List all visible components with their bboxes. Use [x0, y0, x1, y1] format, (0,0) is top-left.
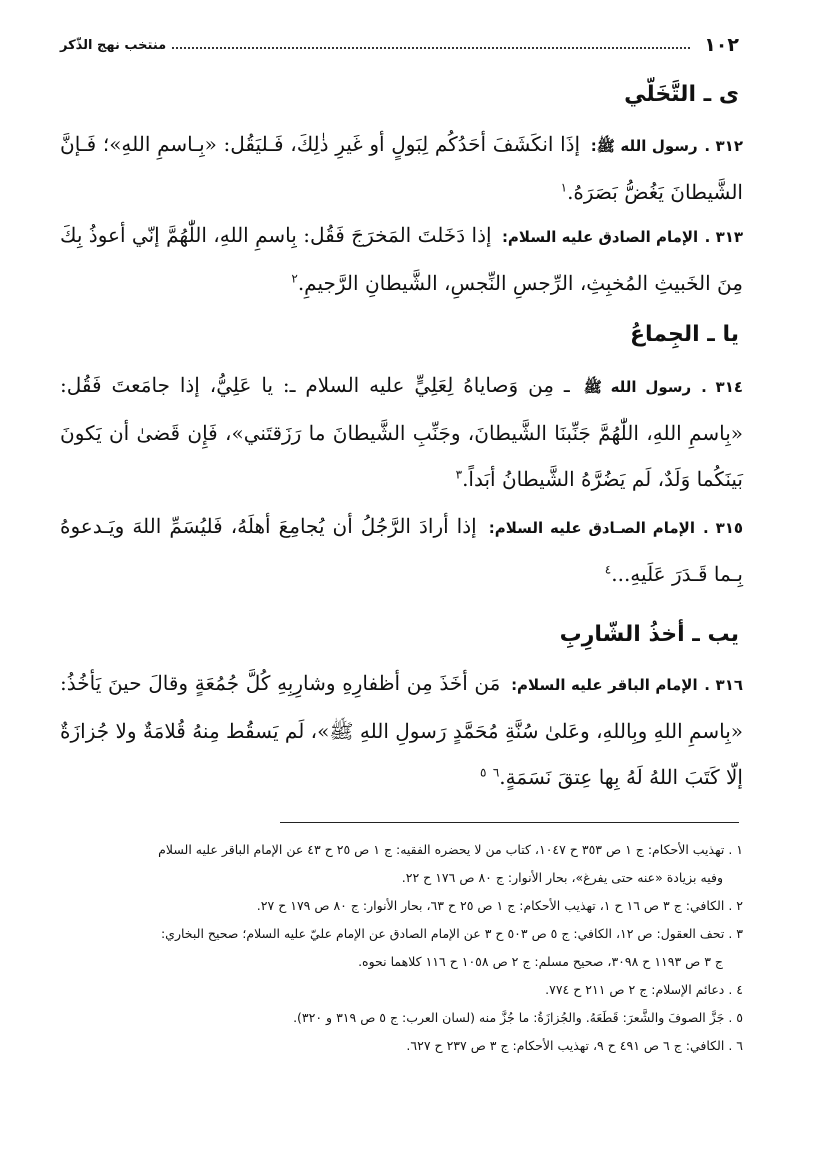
footnote-5: [60, 1004, 743, 1032]
entry-speaker: الإمام الصـادق عليه السلام:: [488, 519, 695, 537]
footnotes: [60, 836, 743, 1060]
book-title: منتخب نهج الذّكر: [60, 37, 167, 53]
page-number: ١٠٢: [704, 34, 739, 56]
entry-text: مَن أخَذَ مِن أظفارِهِ وشارِبِهِ كُلَّ جُمُعَةٍ وقالَ حينَ يَأخُذُ: «بِاسمِ اللهِ وبِاللهِ، وعَلىٰ سُنَّةِ مُحَمَّدٍ رَسولِ اللهِ ﷺ»، لَم يَسقُط مِنهُ قُلامَةٌ ولا جُزازَةٌ إلّا كَتَبَ اللهُ لَهُ بِها عِتقَ نَسَمَةٍ.: [60, 671, 743, 789]
footnote-number: ٥ .: [728, 1010, 743, 1025]
hadith-entry-315: [60, 503, 743, 597]
footnote-text: دعائم الإسلام: ج ٢ ص ٢١١ ح ٧٧٤.: [545, 982, 725, 997]
entry-speaker: الإمام الباقر عليه السلام:: [511, 676, 698, 694]
hadith-entry-314: [60, 362, 743, 502]
section-heading-jima: يا ـ الجِماعُ: [629, 322, 739, 347]
footnote-ref: ٣: [455, 467, 463, 482]
hadith-entry-312: [60, 121, 743, 215]
entry-text: إذا أرادَ الرَّجُلُ أن يُجامِعَ أهلَهُ، فَليُسَمِّ اللهَ ويَـدعوهُ بِـما قَـدَرَ عَلَيهِ...: [60, 514, 743, 586]
footnote-text: جَزَّ الصوفَ والشَّعرَ: قَطَعَهُ. والجُزازَةُ: ما جُزَّ منه (لسان العرب: ج ٥ ص ٣١٩ و ٣٢٠).: [293, 1010, 725, 1025]
entry-speaker: الإمام الصادق عليه السلام:: [501, 228, 699, 246]
entry-number: ٣١٤ .: [701, 378, 744, 396]
footnote-text: تهذيب الأحكام: ج ١ ص ٣٥٣ ح ١٠٤٧، كتاب من لا يحضره الفقيه: ج ١ ص ٢٥ ح ٤٣ عن الإمام الباقر عليه السلام: [158, 842, 725, 857]
entry-text: ـ مِن وَصاياهُ لِعَلِيٍّ عليه السلام ـ: يا عَلِيُّ، إذا جامَعتَ فَقُل: «بِاسمِ اللهِ، اللّٰهُمَّ جَنِّبنَا الشَّيطانَ، وجَنِّبِ الشَّيطانَ ما رَزَقتَني»، فَإِن قَضىٰ أن يَكونَ بَينَكُما وَلَدٌ، لَم يَضُرَّهُ الشَّيطانُ أبَداً.: [60, 373, 743, 491]
footnote-number: ١ .: [728, 842, 743, 857]
footnote-ref: ١: [560, 180, 568, 195]
footnote-1: [60, 836, 743, 864]
footnote-3-continuation: ج ٣ ص ١١٩٣ ح ٣٠٩٨، صحيح مسلم: ج ٢ ص ١٠٥٨ ح ١١٦ كلاهما نحوه.: [358, 954, 723, 969]
footnote-1-continuation: وفيه بزيادة «عنه حتى يفرغ»، بحار الأنوار: ج ٨٠ ص ١٧٦ ح ٢٢.: [401, 870, 723, 885]
footnote-ref: ٢: [291, 271, 298, 286]
section-heading-akhdh-alsharib: يب ـ أخذُ الشّارِبِ: [559, 622, 739, 647]
section-heading-takhalli: ى ـ التَّخَلّي: [624, 82, 739, 107]
running-header: [60, 30, 739, 60]
inline-footnote-ref: ٥: [480, 765, 487, 780]
header-dotted-leader: [172, 47, 690, 49]
hadith-entry-313: [60, 212, 743, 306]
footnote-6: [60, 1032, 743, 1060]
entry-number: ٣١٦ .: [704, 676, 744, 694]
entry-speaker: رسول الله ﷺ: [583, 378, 692, 396]
footnote-text: الكافي: ج ٣ ص ١٦ ح ١، تهذيب الأحكام: ج ١ ص ٢٥ ح ٦٣، بحار الأنوار: ج ٨٠ ص ١٧٩ ح ٢٧.: [256, 898, 725, 913]
footnote-number: ٦ .: [728, 1038, 743, 1053]
footnote-ref: ٦: [492, 765, 500, 780]
footnote-4: [60, 976, 743, 1004]
footnote-text: تحف العقول: ص ١٢، الكافي: ج ٥ ص ٥٠٣ ح ٣ عن الإمام الصادق عن الإمام عليّ عليه السلام؛ صحيح البخاري:: [160, 926, 725, 941]
footnote-3: [60, 920, 743, 948]
footnote-number: ٢ .: [728, 898, 743, 913]
footnote-text: الكافي: ج ٦ ص ٤٩١ ح ٩، تهذيب الأحكام: ج ٣ ص ٢٣٧ ح ٦٢٧.: [406, 1038, 725, 1053]
footnote-number: ٤ .: [728, 982, 743, 997]
entry-number: ٣١٢ .: [704, 137, 743, 155]
entry-text: إذا دَخَلتَ المَخرَجَ فَقُل: بِاسمِ اللهِ، اللّٰهُمَّ إنّي أعوذُ بِكَ مِنَ الخَبيثِ المُخبِثِ، الرِّجسِ النِّجسِ، الشَّيطانِ الرَّجيمِ.: [60, 223, 743, 295]
footnote-2: [60, 892, 743, 920]
footnote-number: ٣ .: [728, 926, 743, 941]
entry-number: ٣١٣ .: [704, 228, 744, 246]
footnote-ref: ٤: [604, 562, 612, 577]
entry-text: إذَا انكَشَفَ أحَدُكُم لِبَولٍ أو غَيرِ ذٰلِكَ، فَـليَقُل: «بِـاسمِ اللهِ»؛ فَـإنَّ الشَّيطانَ يَغُضُّ بَصَرَهُ.: [60, 132, 743, 204]
footnote-separator: [280, 822, 739, 823]
entry-number: ٣١٥ .: [702, 519, 744, 537]
hadith-entry-316: [60, 660, 743, 800]
entry-speaker: رسول الله ﷺ:: [590, 137, 698, 155]
